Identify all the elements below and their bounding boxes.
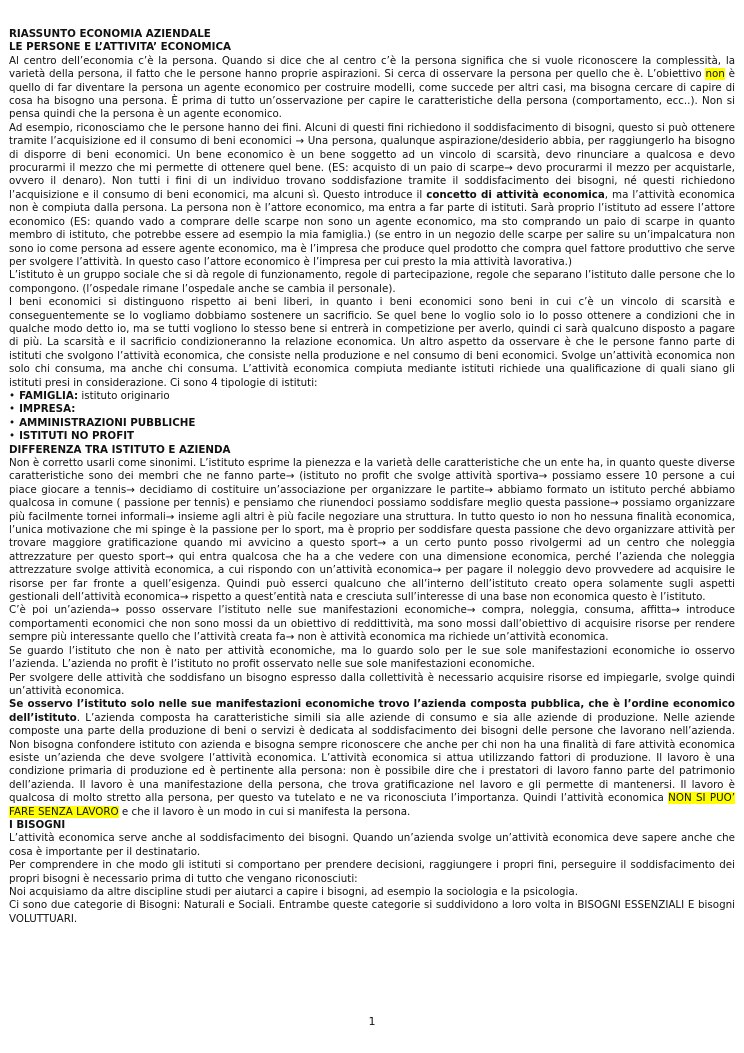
text-run: Al centro dell’economia c’è la persona. Quando si dice che al centro c’è la persona significa che si vuole riconoscere la complessità, la varietà della persona, il fatto che le persone hanno proprie aspirazioni. Si cerca di osservare la persona per quello che è. L’obiettivo — [9, 54, 735, 81]
paragraph — [9, 55, 735, 122]
text-run: è quello di far diventare la persona un agente economico per costruire modelli, come succede per altri casi, ma bisogna cercare di capire di cosa ha bisogno una persona. È prima di tutto un’osservazione per capire le caratteristiche della persona (comportamento, ecc..). Non si pensa quindi che la persona è un agente economico. — [9, 68, 735, 121]
page-number: 1 — [368, 1015, 376, 1028]
bullet-icon: • — [9, 416, 16, 429]
bullet-icon: • — [9, 403, 16, 416]
paragraph: Noi acquisiamo da altre discipline studi per aiutarci a capire i bisogni, ad esempio la sociologia e la psicologia. — [9, 886, 578, 898]
paragraph: C’è poi un’azienda→ posso osservare l’istituto nelle sue manifestazioni economiche→ compra, noleggia, consuma, affitta→ introduce comportamenti economici che non sono mossi da un obiettivo di reddittività, ma sono mossi dall’obiettivo di acquisire risorse per rendere sempre più interessante quello che l’attività creata fa→ non è attività economica ma richiede un’attività economica. — [9, 604, 735, 644]
paragraph: Per comprendere in che modo gli istituti si comportano per prendere decisioni, raggiungere i propri fini, perseguire il soddisfacimento dei propri bisogni è necessario prima di tutto che vengano riconosciuti: — [9, 859, 735, 885]
list-item — [9, 417, 735, 430]
list-item-name: IMPRESA: — [19, 403, 76, 416]
bullet-icon: • — [9, 389, 16, 402]
text-run: , ma l’attività economica non è compiuta dalla persona. La persona non è l’attore economico, ma entra a far parte di istituti. Sarà proprio l’istituto ad essere l’attore economico (ES: quando vado a comprare delle scarpe non sono un agente economico, ma sto comprando un paio di scarpe in quanto membro di istituto, che potrebbe essere ad esempio la mia famiglia.) (se entro in un negozio delle scarpe per salire su un’impalcatura non sono io come persona ad essere agente economico, ma è l’impresa che produce quel prodotto che compra quel fattore produttivo che serve per svolgere l’attività. In questo caso l’attore economico è l’impresa per cui presto la mia attività lavorativa.) — [9, 188, 735, 268]
text-run: . L’azienda composta ha caratteristiche simili sia alle aziende di consumo e sia alle aziende di produzione. Nelle aziende composte una parte della produzione di beni o servizi è dedicata al soddisfacimento dei bisogni delle persone che lavorano nell’azienda. Non bisogna confondere istituto con azienda e bisogna sempre riconoscere che anche per chi non ha una finalità di fare attività economica esiste un’azienda che deve svolgere l’attività economica. L’attività economica si attua utilizzando fattori di produzione. Il lavoro è una condizione primaria di produzione ed è pertinente alla persona: non è possibile dire che i prestatori di lavoro fanno parte del patrimonio dell’azienda. Il lavoro è una manifestazione della persona, che trova gratificazione nel lavoro e gli permette di mantenersi. Il lavoro è qualcosa di molto stretto alla persona, per questo va tutelato e ne va riconosciuta l’importanza. Quindi l’attività economica — [9, 711, 735, 805]
watermark — [626, 600, 656, 1000]
section-heading-persone: LE PERSONE E L’ATTIVITA’ ECONOMICA — [9, 41, 231, 54]
section-heading-bisogni: I BISOGNI — [9, 818, 66, 831]
bold-text: concetto di attività economica — [426, 188, 605, 201]
highlighted-text: non — [705, 68, 725, 81]
document-title: RIASSUNTO ECONOMIA AZIENDALE — [9, 28, 211, 40]
paragraph: L’istituto è un gruppo sociale che si dà regole di funzionamento, regole di partecipazione, regole che separano l’istituto dalle persone che lo compongono. (l’ospedale rimane l’ospedale anche se cambia il personale). — [9, 269, 735, 295]
highlighted-text: NON SI PUO’ FARE SENZA LAVORO — [9, 792, 735, 818]
list-item-desc: istituto originario — [78, 389, 170, 402]
list-item — [9, 390, 735, 403]
paragraph: Per svolgere delle attività che soddisfano un bisogno espresso dalla collettività è necessario acquisire risorse ed impiegarle, svolge quindi un’attività economica. — [9, 671, 735, 697]
paragraph: L’attività economica serve anche al soddisfacimento dei bisogni. Quando un’azienda svolge un’attività economica deve sapere anche che cosa è importante per il destinatario. — [9, 832, 735, 858]
list-item-name: AMMINISTRAZIONI PUBBLICHE — [19, 416, 196, 429]
list-item-name: FAMIGLIA: — [19, 389, 79, 402]
list-item-name: ISTITUTI NO PROFIT — [19, 430, 135, 443]
paragraph — [9, 122, 735, 269]
institute-types-list — [9, 390, 735, 444]
text-run: e che il lavoro è un modo in cui si manifesta la persona. — [118, 805, 411, 818]
list-item — [9, 403, 735, 416]
bold-text: Se osservo l’istituto solo nelle sue manifestazioni economiche trovo l’azienda composta pubblica, che è l’ordine economico dell’istituto — [9, 698, 735, 724]
bullet-icon: • — [9, 430, 16, 443]
list-item — [9, 430, 735, 443]
paragraph: Ci sono due categorie di Bisogni: Naturali e Sociali. Entrambe queste categorie si suddividono a loro volta in BISOGNI ESSENZIALI E bisogni VOLUTTUARI. — [9, 899, 735, 925]
paragraph: I beni economici si distinguono rispetto ai beni liberi, in quanto i beni economici sono beni in cui c’è un vincolo di scarsità e conseguentemente se lo vogliamo dobbiamo sostenere un sacrificio. Se quel bene lo voglio solo io lo posso ottenere a condizioni che in qualche modo detto io, ma se tutti vogliono lo stesso bene si entrerà in competizione per averlo, quindi ci sarà qualcuno disposto a pagare di più. La scarsità e il sacrificio condizioneranno la relazione economica. Un altro aspetto da osservare è che le persone fanno parte di istituti che svolgono l’attività economica, che consiste nella produzione e nel consumo di beni economici. Svolge un’attività economica non solo chi consuma, ma anche chi consuma. L’attività economica compiuta mediante istituti richiede una qualificazione di quali siano gli istituti presi in considerazione. Ci sono 4 tipologie di istituti: — [9, 296, 735, 389]
paragraph: Se guardo l’istituto che non è nato per attività economiche, ma lo guardo solo per le sue sole manifestazioni economiche io osservo l’azienda. L’azienda no profit è l’istituto no profit osservato nelle sue sole manifestazioni economiche. — [9, 644, 735, 671]
paragraph: Non è corretto usarli come sinonimi. L’istituto esprime la pienezza e la varietà delle caratteristiche che un ente ha, in quanto queste diverse caratteristiche sono dei membri che ne fanno parte→ (istituto no profit che svolge attività sportiva→ possiamo essere 10 persone a cui piace giocare a tennis→ decidiamo di costituire un’associazione per organizzare le partite→ abbiamo formato un istituto perché abbiamo qualcosa in comune ( passione per tennis) e pensiamo che riunendoci possiamo soddisfare meglio questa passione→ possiamo organizzare più facilmente tornei informali→ insieme agli altri è più facile negoziare una struttura. In tutto questo io non ho nessuna finalità economica, l’unica motivazione che mi spinge è la passione per lo sport, ma è proprio per soddisfare questa passione che devo organizzare attività per trovare maggiore gratificazione quando mi avvicino a questo sport→ a un certo punto posso rivolgermi ad un centro che noleggia attrezzature per questo sport→ qui entra qualcosa che ha a che vedere con una dimensione economica, perché l’azienda che noleggia attrezzature svolge attività economica, a cui rispondo con un’attività economica→ per pagare il noleggio devo provvedere ad acquisire le risorse per far fronte a quell’esigenza. Quindi può esserci qualcuno che all’interno dell’istituto creato opera solamente sugli aspetti gestionali dell’attività economica→ rispetto a quest’entità nata e cresciuta sull’interesse di una base non economica questo è l’istituto. — [9, 457, 735, 604]
section-heading-differenza: DIFFERENZA TRA ISTITUTO E AZIENDA — [9, 443, 231, 456]
text-run: Ad esempio, riconosciamo che le persone hanno dei fini. Alcuni di questi fini richiedono il soddisfacimento di bisogni, questo si può ottenere tramite l’acquisizione ed il consumo di beni economici → Una persona, qualunque aspirazione/desiderio abbia, per raggiungerlo ha bisogno di disporre di beni economici. Un bene economico è un bene soggetto ad un vincolo di scarsità, devo rinunciare a qualcosa e devo procurarmi il mezzo che mi permette di ottenere quel bene. (ES: acquisto di un paio di scarpe→ devo procurarmi il mezzo per acquistarle, ovvero il denaro). Non tutti i fini di un individuo trovano soddisfazione tramite il soddisfacimento dei bisogni, né questi richiedono l’acquisizione e il consumo di beni economici, ma alcuni sì. Questo introduce il — [9, 121, 735, 201]
